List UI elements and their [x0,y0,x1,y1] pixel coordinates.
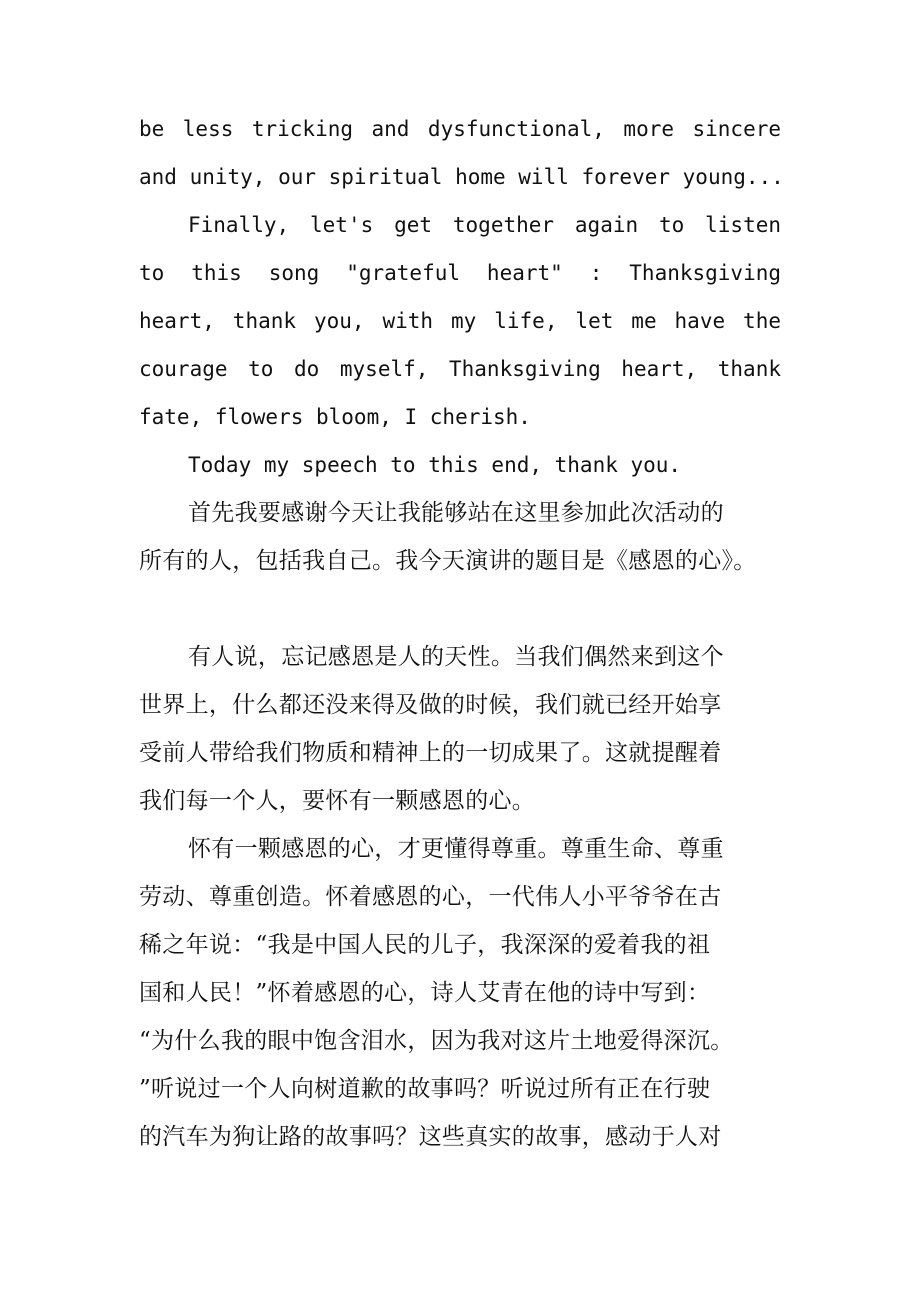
text-line: 世界上，什么都还没来得及做的时候，我们就已经开始享 [139,692,722,718]
text-line: “为什么我的眼中饱含泪水，因为我对这片土地爱得深沉。 [139,1028,734,1054]
text-line: courage to do myself, Thanksgiving heart, thank [139,357,781,381]
text-line: 稀之年说：“我是中国人民的儿子，我深深的爱着我的祖 [139,932,711,958]
text-line: 受前人带给我们物质和精神上的一切成果了。这就提醒着 [139,740,722,766]
text-line: fate, flowers bloom, I cherish. [139,405,531,429]
text-line: to this song "grateful heart" : Thanksgiving [139,261,781,285]
text-line: 所有的人，包括我自己。我今天演讲的题目是《感恩的心》。 [139,548,757,574]
text-line: Finally, let's get together again to listen [188,213,781,237]
text-line: 我们每一个人，要怀有一颗感恩的心。 [139,788,536,814]
text-line: 劳动、尊重创造。怀着感恩的心，一代伟人小平爷爷在古 [139,884,722,910]
text-line: 怀有一颗感恩的心，才更懂得尊重。尊重生命、尊重 [188,836,724,862]
text-line: 首先我要感谢今天让我能够站在这里参加此次活动的 [188,500,724,526]
text-line: 国和人民！”怀着感恩的心，诗人艾青在他的诗中写到： [139,980,711,1006]
text-line: heart, thank you, with my life, let me have the [139,309,781,333]
text-line: be less tricking and dysfunctional, more sincere [139,117,781,141]
text-line: and unity, our spiritual home will forever young... [139,165,784,189]
text-line: ”听说过一个人向树道歉的故事吗？听说过所有正在行驶 [139,1076,711,1102]
text-line: 有人说，忘记感恩是人的天性。当我们偶然来到这个 [188,644,724,670]
text-line: Today my speech to this end, thank you. [188,453,682,477]
text-line: 的汽车为狗让路的故事吗？这些真实的故事，感动于人对 [139,1124,722,1150]
